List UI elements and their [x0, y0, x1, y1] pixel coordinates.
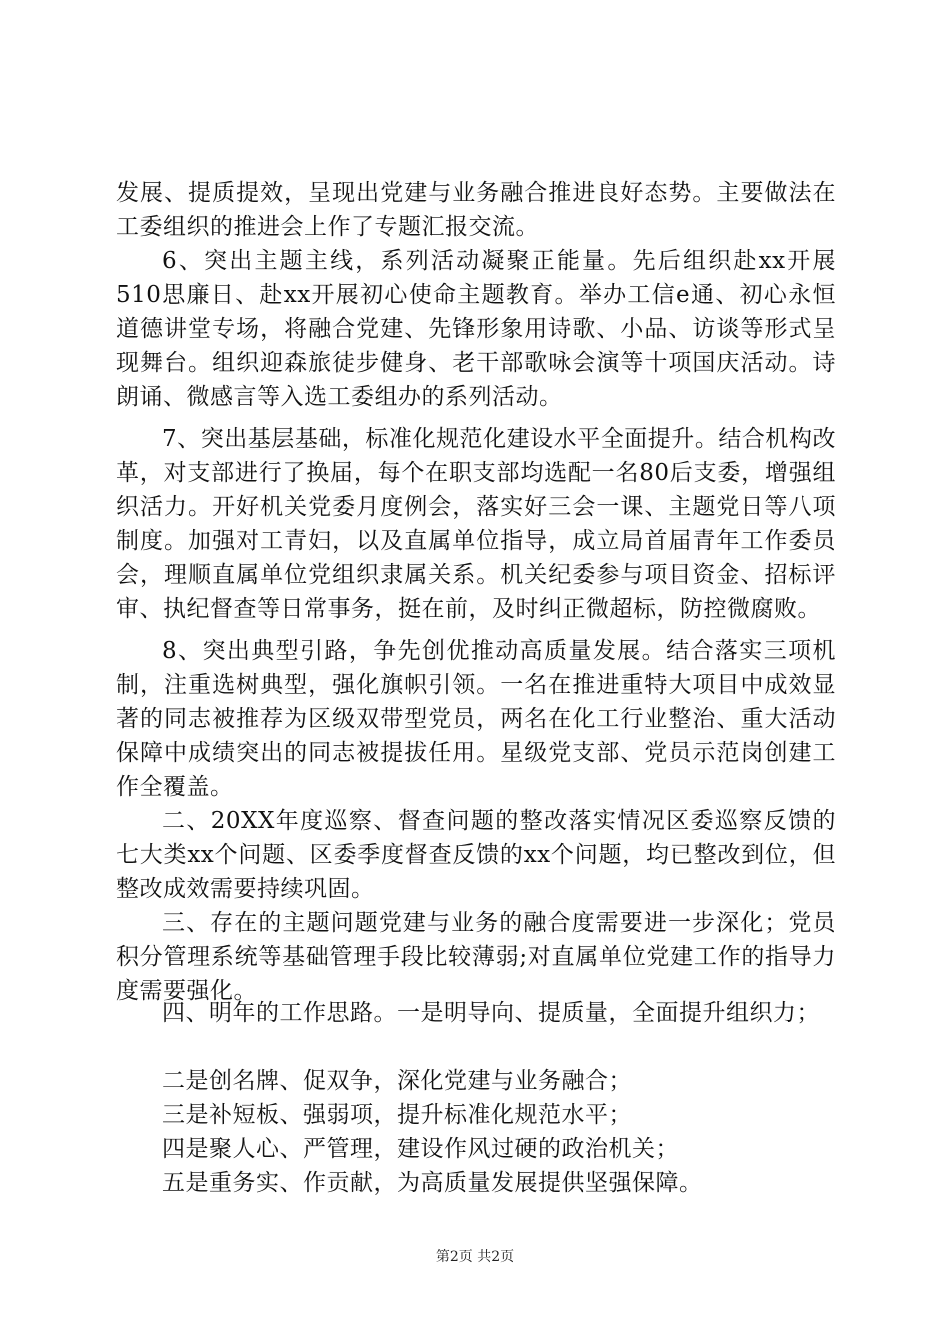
paragraph-plan-3: 三是补短板、强弱项，提升标准化规范水平； — [162, 1102, 632, 1128]
paragraph-1: 发展、提质提效，呈现出党建与业务融合推进良好态势。主要做法在工委组织的推进会上作了专题汇报交流。 — [116, 180, 836, 240]
paragraph-plan-5: 五是重务实、作贡献，为高质量发展提供坚强保障。 — [162, 1170, 703, 1196]
paragraph-section-4: 四、明年的工作思路。一是明导向、提质量，全面提升组织力； — [162, 1000, 820, 1026]
page-footer: 第2页 共2页 — [435, 1249, 515, 1265]
paragraph-plan-2: 二是创名牌、促双争，深化党建与业务融合； — [162, 1068, 632, 1094]
paragraph-plan-4: 四是聚人心、严管理，建设作风过硬的政治机关； — [162, 1136, 679, 1162]
paragraph-item-7: 7、突出基层基础，标准化规范化建设水平全面提升。结合机构改革，对支部进行了换届，每个在职支部均选配一名80后支委，增强组织活力。开好机关党委月度例会，落实好三会一课、主题党日等八项制度。加强对工青妇，以及直属单位指导，成立局首届青年工作委员会，理顺直属单位党组织隶属关系。机关纪委参与项目资金、招标评审、执纪督查等日常事务，挺在前，及时纠正微超标，防控微腐败。 — [116, 426, 836, 622]
paragraph-item-6: 6、突出主题主线，系列活动凝聚正能量。先后组织赴xx开展510思廉日、赴xx开展初心使命主题教育。举办工信e通、初心永恒道德讲堂专场，将融合党建、先锋形象用诗歌、小品、访谈等形式呈现舞台。组织迎森旅徒步健身、老干部歌咏会演等十项国庆活动。诗朗诵、微感言等入选工委组办的系列活动。 — [116, 248, 836, 410]
paragraph-section-2: 二、20XX年度巡察、督查问题的整改落实情况区委巡察反馈的七大类xx个问题、区委季度督查反馈的xx个问题，均已整改到位，但整改成效需要持续巩固。 — [116, 808, 836, 902]
paragraph-section-3: 三、存在的主题问题党建与业务的融合度需要进一步深化；党员积分管理系统等基础管理手段比较薄弱;对直属单位党建工作的指导力度需要强化。 — [116, 910, 836, 1004]
paragraph-item-8: 8、突出典型引路，争先创优推动高质量发展。结合落实三项机制，注重选树典型，强化旗帜引领。一名在推进重特大项目中成效显著的同志被推荐为区级双带型党员，两名在化工行业整治、重大活动保障中成绩突出的同志被提拔任用。星级党支部、党员示范岗创建工作全覆盖。 — [116, 638, 836, 800]
